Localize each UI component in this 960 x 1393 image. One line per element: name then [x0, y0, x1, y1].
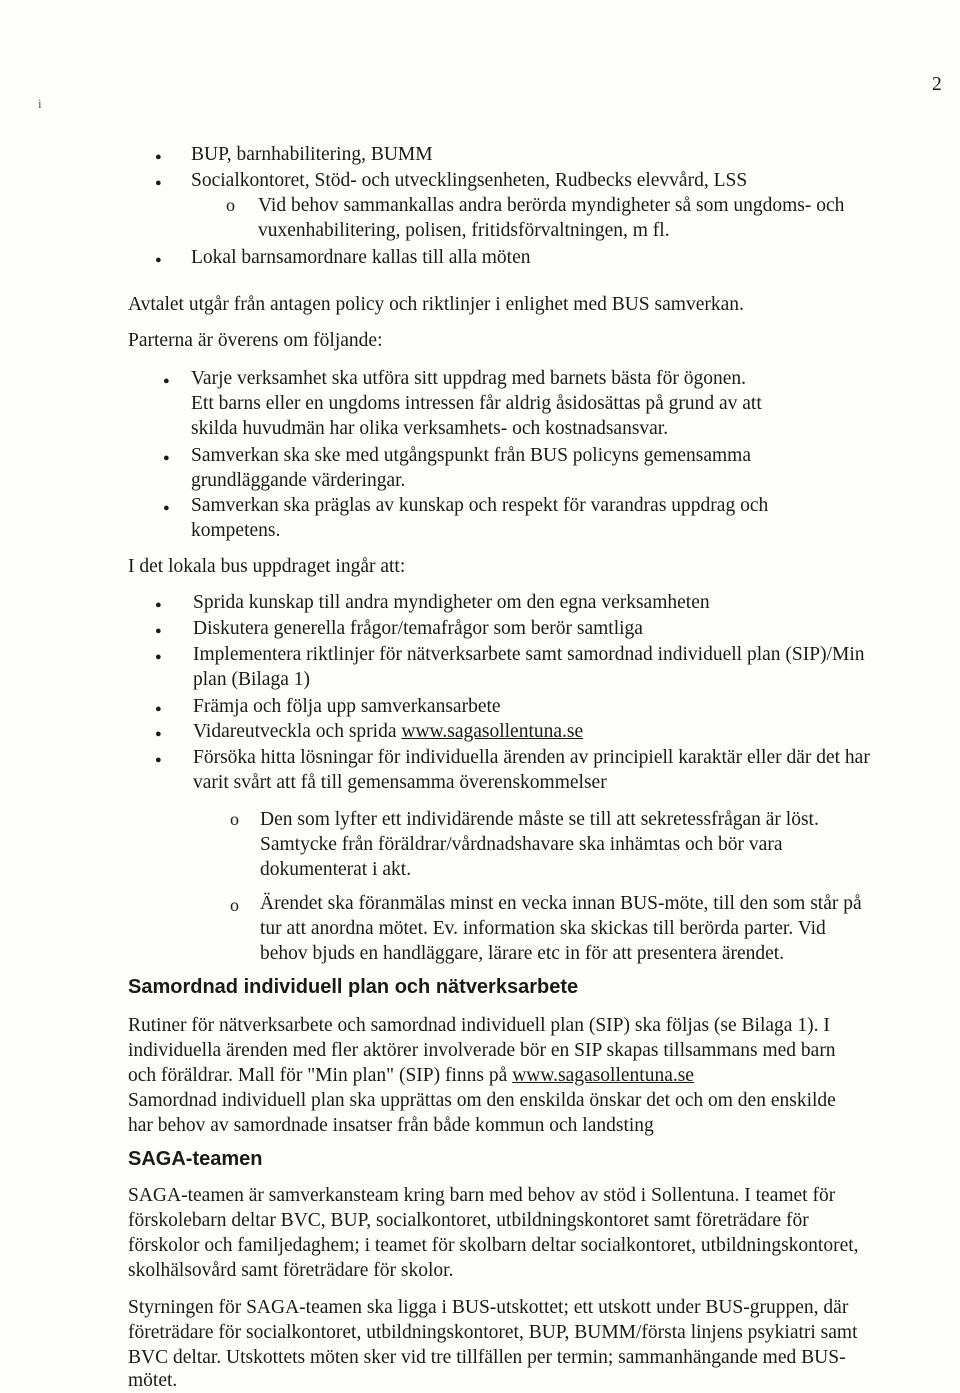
text-line: BVC deltar. Utskottets möten sker vid tre tillfällen per termin; sammanhängande med BUS- [128, 1347, 846, 1368]
bullet-icon: ● [155, 651, 162, 663]
list-item: Socialkontoret, Stöd- och utvecklingsenheten, Rudbecks elevvård, LSS [191, 170, 748, 191]
paragraph: Parterna är överens om följande: [128, 330, 383, 351]
list-subitem: Samtycke från föräldrar/vårdnadshavare ska inhämtas och bör vara [260, 834, 783, 855]
text-line: individuella ärenden med fler aktörer involverade bör en SIP skapas tillsammans med barn [128, 1040, 836, 1061]
list-item: Samverkan ska präglas av kunskap och respekt för varandras uppdrag och [191, 495, 769, 516]
list-subitem: Den som lyfter ett individärende måste se till att sekretessfrågan är löst. [260, 809, 819, 830]
bullet-icon: ● [155, 625, 162, 637]
text-line [128, 1063, 694, 1088]
bullet-icon: ● [155, 254, 162, 266]
list-subitem: vuxenhabilitering, polisen, fritidsförvaltningen, m fl. [258, 220, 670, 241]
bullet-icon: ● [155, 177, 162, 189]
text-line: skolhälsovård samt företrädare för skolor. [128, 1260, 454, 1281]
list-subitem: dokumenterat i akt. [260, 859, 412, 880]
bullet-icon: ● [155, 599, 162, 611]
text-span: och föräldrar. Mall för "Min plan" (SIP) finns på [128, 1065, 513, 1086]
list-item: plan (Bilaga 1) [193, 669, 310, 690]
list-item [193, 719, 583, 744]
text-line: har behov av samordnade insatser från både kommun och landsting [128, 1115, 654, 1136]
saga-link[interactable]: www.sagasollentuna.se [401, 721, 584, 742]
text-line: förskolebarn deltar BVC, BUP, socialkontoret, utbildningskontoret samt företrädare för [128, 1210, 809, 1231]
text-line: företrädare för socialkontoret, utbildningskontoret, BUP, BUMM/första linjens psykiatri samt [128, 1322, 858, 1343]
list-item: Försöka hitta lösningar för individuella ärenden av principiell karaktär eller där det har [193, 747, 870, 768]
list-item: Samverkan ska ske med utgångspunkt från BUS policyns gemensamma [191, 445, 751, 466]
text-line: Rutiner för nätverksarbete och samordnad individuell plan (SIP) ska följas (se Bilaga 1). I [128, 1015, 830, 1036]
bullet-icon: ● [163, 452, 170, 464]
list-item: grundläggande värderingar. [191, 470, 406, 491]
sub-bullet-icon: o [230, 895, 239, 915]
page-number: 2 [932, 74, 942, 95]
text-line: Styrningen för SAGA-teamen ska ligga i BUS-utskottet; ett utskott under BUS-gruppen, där [128, 1297, 849, 1318]
sub-bullet-icon: o [226, 195, 235, 215]
list-item: skilda huvudmän har olika verksamhets- och kostnadsansvar. [191, 418, 669, 439]
bullet-icon: ● [155, 703, 162, 715]
text-line: SAGA-teamen är samverkansteam kring barn med behov av stöd i Sollentuna. I teamet för [128, 1185, 836, 1206]
list-item-text: Vidareutveckla och sprida [193, 721, 402, 742]
list-item: Främja och följa upp samverkansarbete [193, 696, 501, 717]
list-subitem: tur att anordna mötet. Ev. information ska skickas till berörda parter. Vid [260, 918, 826, 939]
list-subitem: Ärendet ska föranmälas minst en vecka innan BUS-möte, till den som står på [260, 893, 862, 914]
list-item: BUP, barnhabilitering, BUMM [191, 144, 433, 165]
list-subitem: Vid behov sammankallas andra berörda myndigheter så som ungdoms- och [258, 195, 845, 216]
section-heading: Samordnad individuell plan och nätverksarbete [128, 976, 579, 998]
list-item: varit svårt att få till gemensamma överenskommelser [193, 772, 607, 793]
bullet-icon: ● [155, 728, 162, 740]
section-heading: SAGA-teamen [128, 1148, 263, 1170]
list-item: Lokal barnsamordnare kallas till alla möten [191, 247, 531, 268]
list-item: Diskutera generella frågor/temafrågor som berör samtliga [193, 618, 643, 639]
list-item: kompetens. [191, 520, 281, 541]
sub-bullet-icon: o [230, 809, 239, 829]
text-line: förskolor och familjedaghem; i teamet för skolbarn deltar socialkontoret, utbildningskontoret, [128, 1235, 859, 1256]
list-item: Varje verksamhet ska utföra sitt uppdrag med barnets bästa för ögonen. [191, 368, 747, 389]
text-line: Samordnad individuell plan ska upprättas om den enskilda önskar det och om den enskilde [128, 1090, 836, 1111]
list-item: Implementera riktlinjer för nätverksarbete samt samordnad individuell plan (SIP)/Min [193, 644, 865, 665]
bullet-icon: ● [163, 375, 170, 387]
bullet-icon: ● [155, 151, 162, 163]
paragraph: Avtalet utgår från antagen policy och riktlinjer i enlighet med BUS samverkan. [128, 294, 744, 315]
list-item: Sprida kunskap till andra myndigheter om den egna verksamheten [193, 592, 710, 613]
bullet-icon: ● [163, 502, 170, 514]
margin-mark: i [38, 96, 42, 111]
paragraph: I det lokala bus uppdraget ingår att: [128, 556, 406, 577]
list-item: Ett barns eller en ungdoms intressen får aldrig åsidosättas på grund av att [191, 393, 762, 414]
list-subitem: behov bjuds en handläggare, lärare etc in för att presentera ärendet. [260, 943, 785, 964]
text-line: mötet. [128, 1370, 178, 1391]
saga-link[interactable]: www.sagasollentuna.se [512, 1065, 694, 1086]
bullet-icon: ● [155, 754, 162, 766]
